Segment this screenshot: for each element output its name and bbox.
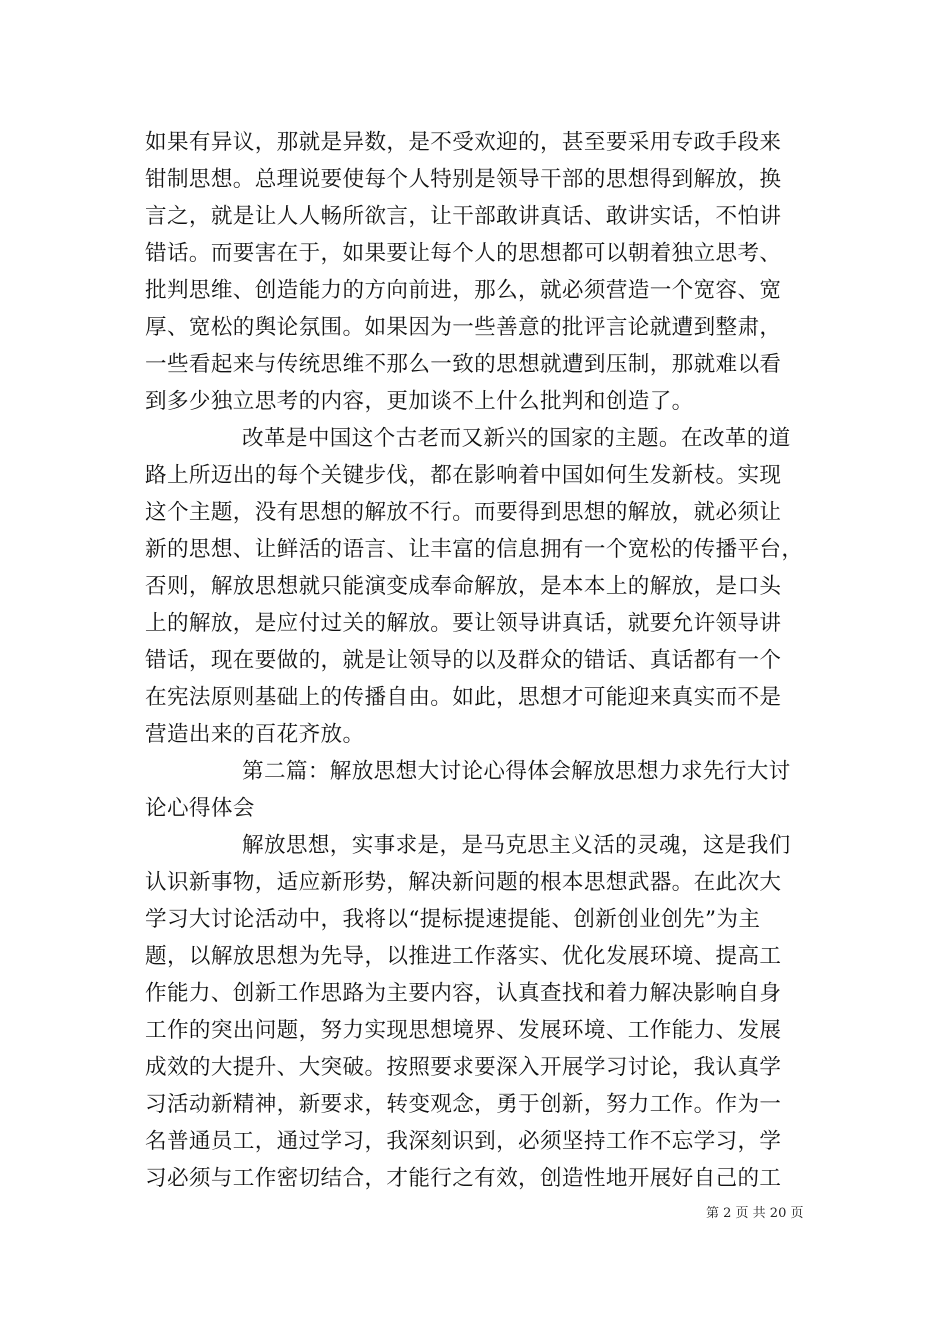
- text-line: 错话。而要害在于，如果要让每个人的思想都可以朝着独立思考、: [145, 241, 782, 266]
- text-line: 学习大讨论活动中，我将以“提标提速提能、创新创业创先”为主: [145, 907, 761, 932]
- text-line: 在宪法原则基础上的传播自由。如此，思想才可能迎来真实而不是: [145, 685, 782, 710]
- text-line: 到多少独立思考的内容，更加谈不上什么批判和创造了。: [145, 389, 694, 414]
- page-footer: 第 2 页 共 20 页: [706, 1206, 804, 1221]
- text-line: 错话，现在要做的，就是让领导的以及群众的错话、真话都有一个: [145, 648, 782, 673]
- text-line: 上的解放，是应付过关的解放。要让领导讲真话，就要允许领导讲: [145, 611, 782, 636]
- text-line: 第二篇：解放思想大讨论心得体会解放思想力求先行大讨: [242, 759, 791, 784]
- text-line: 改革是中国这个古老而又新兴的国家的主题。在改革的道: [242, 426, 791, 451]
- text-line: 新的思想、让鲜活的语言、让丰富的信息拥有一个宽松的传播平台，: [145, 537, 804, 562]
- text-line: 习活动新精神，新要求，转变观念，勇于创新，努力工作。作为一: [145, 1092, 782, 1117]
- text-line: 批判思维、创造能力的方向前进，那么，就必须营造一个宽容、宽: [145, 278, 782, 303]
- text-line: 习必须与工作密切结合，才能行之有效，创造性地开展好自己的工: [145, 1166, 782, 1191]
- text-line: 如果有异议，那就是异数，是不受欢迎的，甚至要采用专政手段来: [145, 130, 782, 155]
- text-line: 厚、宽松的舆论氛围。如果因为一些善意的批评言论就遭到整肃，: [145, 315, 782, 340]
- text-line: 言之，就是让人人畅所欲言，让干部敢讲真话、敢讲实话，不怕讲: [145, 204, 782, 229]
- text-line: 这个主题，没有思想的解放不行。而要得到思想的解放，就必须让: [145, 500, 782, 525]
- text-line: 成效的大提升、大突破。按照要求要深入开展学习讨论，我认真学: [145, 1055, 782, 1080]
- text-line: 作能力、创新工作思路为主要内容，认真查找和着力解决影响自身: [145, 981, 782, 1006]
- text-line: 路上所迈出的每个关键步伐，都在影响着中国如何生发新枝。实现: [145, 463, 782, 488]
- text-line: 题，以解放思想为先导，以推进工作落实、优化发展环境、提高工: [145, 944, 782, 969]
- text-line: 论心得体会: [145, 796, 255, 821]
- text-line: 否则，解放思想就只能演变成奉命解放，是本本上的解放，是口头: [145, 574, 782, 599]
- text-line: 名普通员工，通过学习，我深刻识到，必须坚持工作不忘学习，学: [145, 1129, 782, 1154]
- text-line: 认识新事物，适应新形势，解决新问题的根本思想武器。在此次大: [145, 870, 782, 895]
- text-line: 一些看起来与传统思维不那么一致的思想就遭到压制，那就难以看: [145, 352, 782, 377]
- body-text: [145, 124, 805, 1197]
- text-line: 营造出来的百花齐放。: [145, 722, 365, 747]
- text-line: 解放思想，实事求是，是马克思主义活的灵魂，这是我们: [242, 833, 791, 858]
- text-line: 工作的突出问题，努力实现思想境界、发展环境、工作能力、发展: [145, 1018, 782, 1043]
- text-line: 钳制思想。总理说要使每个人特别是领导干部的思想得到解放，换: [145, 167, 782, 192]
